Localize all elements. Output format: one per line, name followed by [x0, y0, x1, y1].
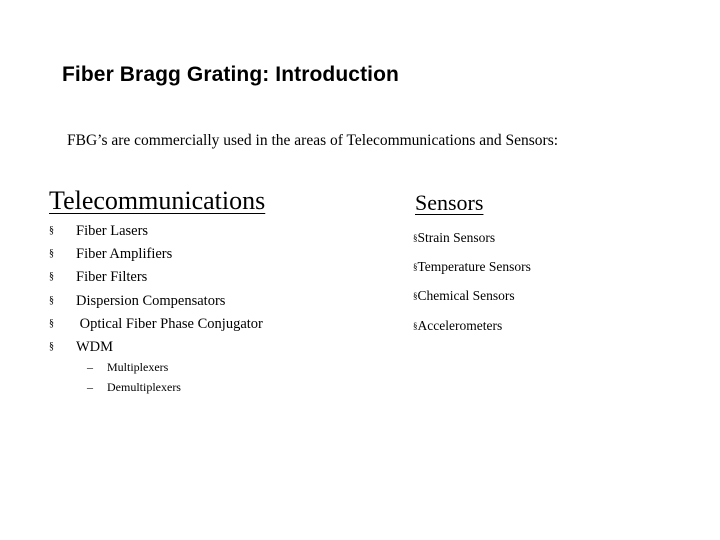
bullet-icon: §	[49, 248, 54, 260]
bullet-icon: §	[49, 294, 54, 306]
sensors-heading: Sensors	[415, 190, 484, 215]
bullet-icon: §	[413, 291, 418, 302]
list-item	[413, 229, 531, 258]
list-item-text: WDM	[76, 338, 114, 355]
bullet-icon: §	[413, 320, 418, 331]
list-item-text: Strain Sensors	[417, 230, 496, 245]
bullet-icon: §	[413, 262, 418, 273]
slide-title: Fiber Bragg Grating: Introduction	[62, 63, 399, 86]
list-item-text: Accelerometers	[417, 317, 503, 333]
list-item-text: Temperature Sensors	[417, 259, 531, 275]
sensors-list	[413, 229, 531, 346]
telecommunications-heading: Telecommunications	[49, 186, 266, 215]
list-item-text: Fiber Lasers	[76, 223, 149, 239]
list-item-text: Chemical Sensors	[417, 288, 515, 304]
list-item-text: Fiber Filters	[76, 269, 148, 286]
list-item	[413, 287, 531, 316]
intro-text: FBG’s are commercially used in the areas of Telecommunications and Sensors:	[67, 132, 559, 149]
list-item-text: Optical Fiber Phase Conjugator	[76, 315, 263, 332]
bullet-icon: §	[413, 233, 418, 243]
sub-list-item-text: Demultiplexers	[107, 380, 181, 394]
dash-icon: –	[87, 380, 93, 394]
list-item-text: Dispersion Compensators	[76, 292, 226, 309]
dash-icon: –	[87, 360, 93, 374]
bullet-icon: §	[49, 317, 54, 329]
list-item	[413, 258, 531, 287]
bullet-icon: §	[49, 271, 54, 283]
sub-list-item-text: Multiplexers	[107, 360, 169, 374]
list-item	[413, 317, 531, 346]
list-item-text: Fiber Amplifiers	[76, 246, 173, 263]
bullet-icon: §	[49, 340, 54, 352]
bullet-icon: §	[49, 225, 54, 236]
